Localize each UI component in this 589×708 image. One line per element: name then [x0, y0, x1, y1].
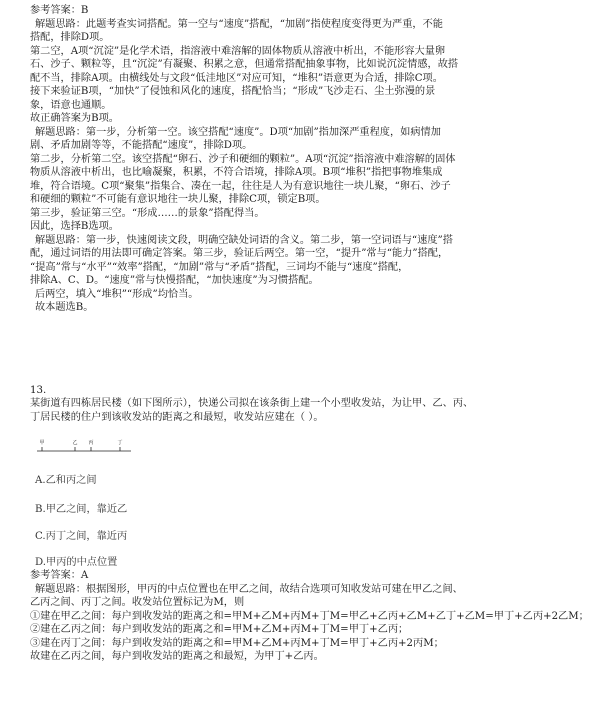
analysis-12-line: 后两空，填入“堆积”“形成”均恰当。	[35, 289, 199, 300]
option-d: D.甲丙的中点位置	[35, 557, 118, 568]
analysis-12-line: 排除A、C、D。“速度”常与快慢搭配，“加快速度”为习惯搭配。	[30, 275, 319, 286]
option-c: C.丙丁之间，靠近丙	[35, 531, 128, 542]
analysis-12-line: 第三步，验证第三空。“形成……的景象”搭配得当。	[30, 208, 265, 219]
label-jia: 甲	[39, 440, 45, 446]
answer-13: 参考答案：A	[30, 570, 89, 581]
question-number: 13.	[30, 385, 47, 396]
analysis-12-line: 故本题选B。	[35, 302, 94, 313]
analysis-12-line: 石、沙子、颗粒等，且“沉淀”有凝聚、积累之意，但通常搭配抽象事物，比如说沉淀情感，故搭	[30, 59, 459, 70]
answer-12: 参考答案：B	[30, 5, 89, 16]
analysis-13-line: ③建在丙丁之间：每户到收发站的距离之和=甲M+乙M+丙M+丁M=甲丁+乙丙+2丙M；	[30, 638, 444, 649]
analysis-12-line: “提高”常与“水平”“效率”搭配，“加剧”常与“矛盾”搭配，三词均不能与“速度”搭配，	[30, 262, 409, 273]
label-yi: 乙	[72, 440, 78, 446]
label-ding: 丁	[117, 440, 123, 446]
analysis-13-line: 故建在乙丙之间，每户到收发站的距离之和最短，为甲丁+乙丙。	[30, 651, 324, 662]
analysis-12-line: 搭配，排除D项。	[30, 32, 110, 43]
analysis-13-line: ①建在甲乙之间：每户到收发站的距离之和=甲M+乙M+丙M+丁M=甲乙+乙丙+乙M+乙丁+乙M=甲丁+乙丙+2乙M；	[30, 611, 589, 622]
analysis-12-line: 故正确答案为B项。	[30, 113, 119, 124]
question-stem-line: 某街道有四栋居民楼（如下图所示），快递公司拟在该条街上建一个小型收发站，为让甲、乙、丙、	[30, 398, 474, 409]
analysis-12-line: 象，语意也通顺。	[30, 100, 112, 111]
analysis-12-line: 因此，选择B选项。	[30, 221, 119, 232]
analysis-12-line: 第二空，A项“沉淀”是化学术语，指溶液中难溶解的固体物质从溶液中析出，不能形容大量卵	[30, 46, 446, 57]
question-stem-line: 丁居民楼的住户到该收发站的距离之和最短，收发站应建在（ ）。	[30, 412, 324, 423]
option-a: A.乙和丙之间	[35, 475, 97, 486]
analysis-12-line: 剧、矛盾加剧等等，不能搭配“速度”，排除D项。	[30, 140, 253, 151]
label-bing: 丙	[88, 440, 94, 446]
analysis-12-line: 解题思路：第一步，分析第一空。该空搭配“速度”。D项“加剧”指加深严重程度，如病情加	[35, 127, 441, 138]
analysis-12-line: 和硬细的颗粒”不可能有意识地往一块儿聚，排除C项，锁定B项。	[30, 194, 326, 205]
building-position-diagram	[35, 436, 135, 458]
analysis-12-line: 接下来验证B项，“加快”了侵蚀和风化的速度，搭配恰当；“形成”飞沙走石、尘土弥漫的景	[30, 86, 436, 97]
analysis-12-line: 堆，符合语境。C项“聚集”指集合、凑在一起，往往是人为有意识地往一块儿聚，“卵石、沙子	[30, 181, 451, 192]
analysis-13-line: 解题思路：根据图形，甲丙的中点位置也在甲乙之间，故结合选项可知收发站可建在甲乙之间、	[35, 584, 463, 595]
analysis-13-line: ②建在乙丙之间：每户到收发站的距离之和=甲M+乙M+丙M+丁M=甲丁+乙丙；	[30, 624, 409, 635]
analysis-13-line: 乙丙之间、丙丁之间。收发站位置标记为M，则	[30, 597, 245, 608]
option-b: B.甲乙之间，靠近乙	[35, 504, 128, 515]
analysis-12-line: 解题思路：第一步，快速阅读文段，明确空缺处词语的含义。第二步，第一空词语与“速度”搭	[35, 235, 453, 246]
analysis-12-line: 解题思路：此题考查实词搭配。第一空与“速度”搭配，“加剧”指使程度变得更为严重，不能	[35, 19, 443, 30]
analysis-12-line: 第二步，分析第二空。该空搭配“卵石、沙子和硬细的颗粒”。A项“沉淀”指溶液中难溶解的固体	[30, 154, 456, 165]
analysis-12-line: 配，通过词语的用法即可确定答案。第三步，验证后两空。第一空，“提升”常与“能力”搭配，	[30, 248, 449, 259]
analysis-12-line: 配不当，排除A项。由横线处与文段“低洼地区”对应可知，“堆积”语意更为合适，排除C项。	[30, 73, 443, 84]
analysis-12-line: 物质从溶液中析出，也比喻凝聚，积累，不符合语境，排除A项。B项“堆积”指把事物堆集成	[30, 167, 443, 178]
